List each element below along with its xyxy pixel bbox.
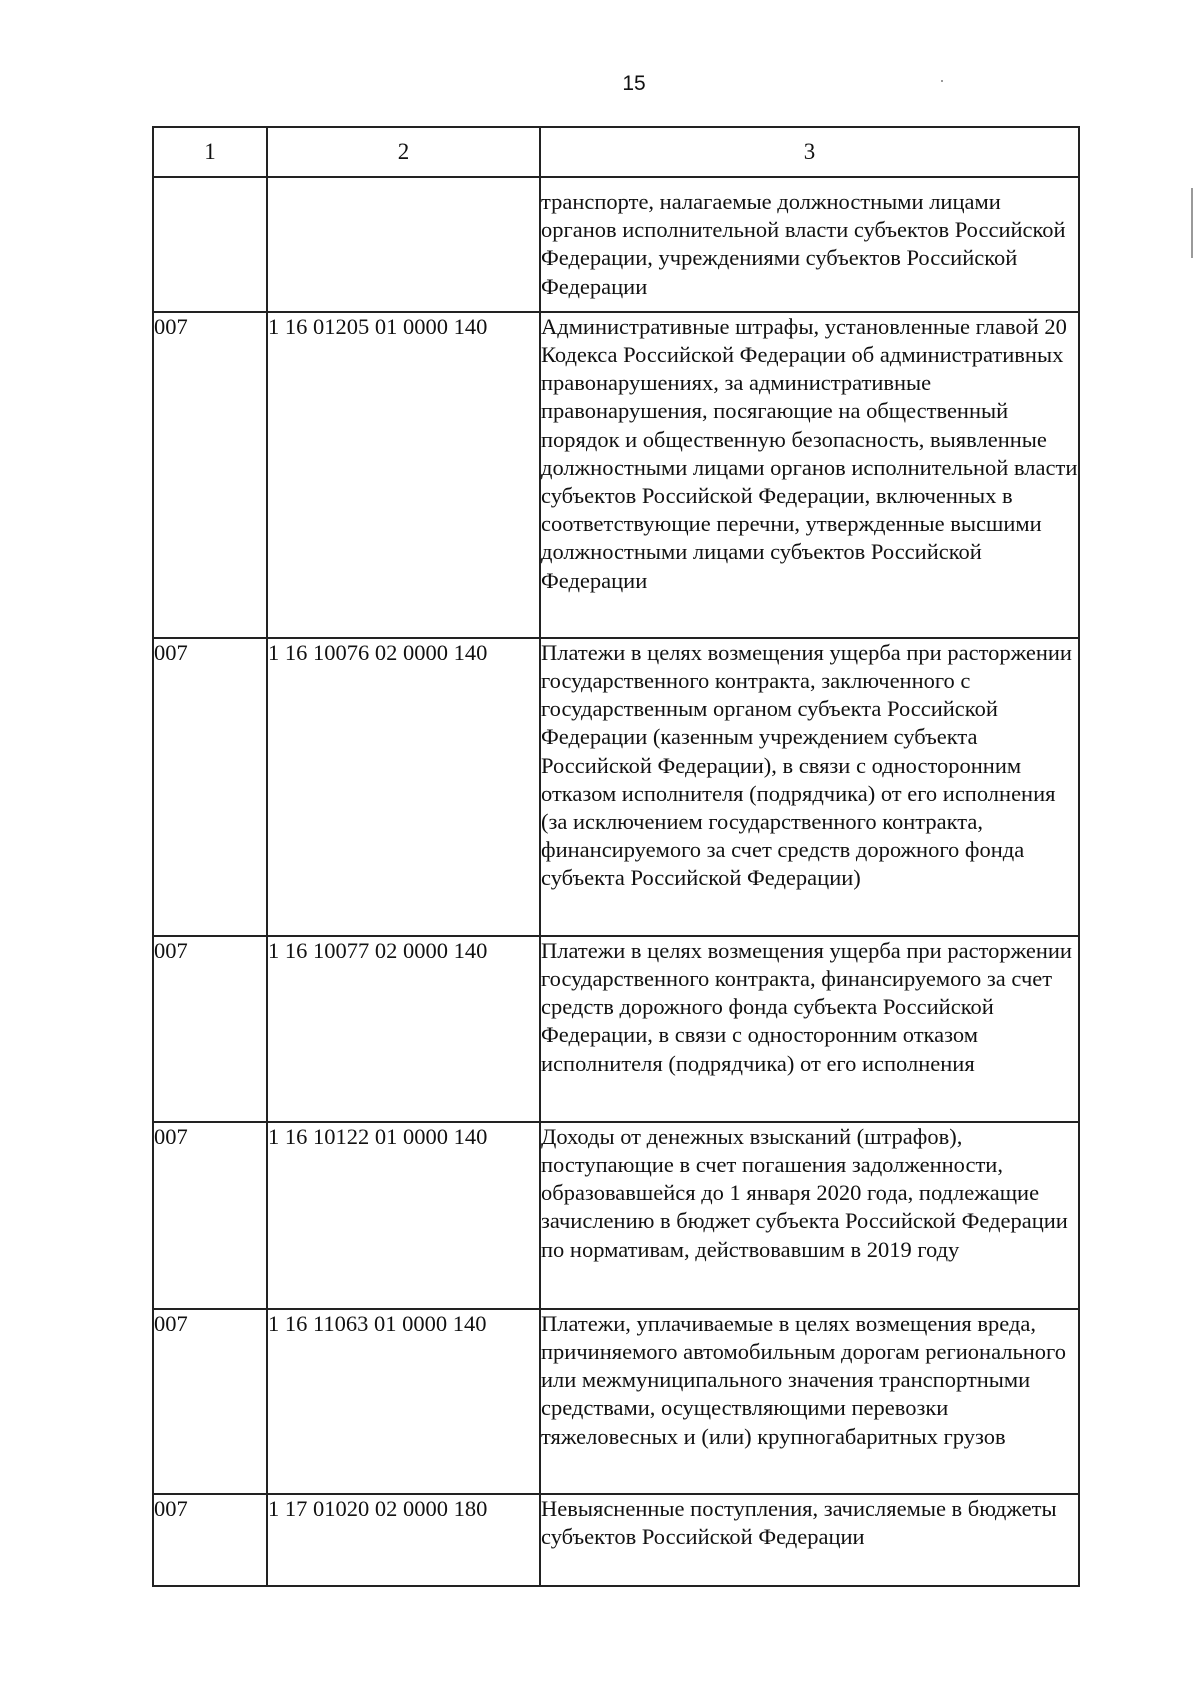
admin-code-cell: 007 bbox=[153, 1494, 267, 1586]
page-number: 15 bbox=[622, 72, 646, 95]
table-row bbox=[153, 312, 1079, 638]
kbk-code-cell: 1 16 10122 01 0000 140 bbox=[267, 1122, 540, 1309]
admin-code-cell: 007 bbox=[153, 936, 267, 1122]
column-header-2: 2 bbox=[267, 127, 540, 177]
column-header-3: 3 bbox=[540, 127, 1079, 177]
admin-code-cell: 007 bbox=[153, 1309, 267, 1494]
kbk-code-cell: 1 16 10077 02 0000 140 bbox=[267, 936, 540, 1122]
kbk-code-cell: 1 17 01020 02 0000 180 bbox=[267, 1494, 540, 1586]
description-cell: Доходы от денежных взысканий (штрафов), поступающие в счет погашения задолженности, образовавшейся до 1 января 2020 года, подлежащие зачислению в бюджет субъекта Российской Федерации по нормативам, действовавшим в 2019 году bbox=[540, 1122, 1079, 1309]
description-cell: Невыясненные поступления, зачисляемые в бюджеты субъектов Российской Федерации bbox=[540, 1494, 1079, 1586]
admin-code-cell: 007 bbox=[153, 638, 267, 936]
description-cell: Платежи в целях возмещения ущерба при расторжении государственного контракта, финансируемого за счет средств дорожного фонда субъекта Российской Федерации, в связи с односторонним отказом исполнителя (подрядчика) от его исполнения bbox=[540, 936, 1079, 1122]
table-row bbox=[153, 936, 1079, 1122]
description-cell: Административные штрафы, установленные главой 20 Кодекса Российской Федерации об административных правонарушениях, за административные правонарушения, посягающие на общественный порядок и общественную безопасность, выявленные должностными лицами органов исполнительной власти субъектов Российской Федерации, включенных в соответствующие перечни, утвержденные высшими должностными лицами субъектов Российской Федерации bbox=[540, 312, 1079, 638]
table-row bbox=[153, 1494, 1079, 1586]
kbk-code-cell: 1 16 11063 01 0000 140 bbox=[267, 1309, 540, 1494]
scan-artifact-dot bbox=[941, 80, 943, 82]
kbk-code-cell: 1 16 10076 02 0000 140 bbox=[267, 638, 540, 936]
kbk-code-cell bbox=[267, 177, 540, 312]
table-header-row bbox=[153, 127, 1079, 177]
admin-code-cell: 007 bbox=[153, 1122, 267, 1309]
table-row bbox=[153, 177, 1079, 312]
admin-code-cell: 007 bbox=[153, 312, 267, 638]
kbk-code-cell: 1 16 01205 01 0000 140 bbox=[267, 312, 540, 638]
admin-code-cell bbox=[153, 177, 267, 312]
description-cell: Платежи, уплачиваемые в целях возмещения вреда, причиняемого автомобильным дорогам регионального или межмуниципального значения транспортными средствами, осуществляющими перевозки тяжеловесных и (или) крупногабаритных грузов bbox=[540, 1309, 1079, 1494]
revenue-codes-table bbox=[152, 126, 1080, 1587]
column-header-1: 1 bbox=[153, 127, 267, 177]
table-row bbox=[153, 638, 1079, 936]
description-cell: транспорте, налагаемые должностными лицами органов исполнительной власти субъектов Российской Федерации, учреждениями субъектов Российской Федерации bbox=[540, 177, 1079, 312]
table-row bbox=[153, 1122, 1079, 1309]
table-row bbox=[153, 1309, 1079, 1494]
description-cell: Платежи в целях возмещения ущерба при расторжении государственного контракта, заключенного с государственным органом субъекта Российской Федерации (казенным учреждением субъекта Российской Федерации), в связи с односторонним отказом исполнителя (подрядчика) от его исполнения (за исключением государственного контракта, финансируемого за счет средств дорожного фонда субъекта Российской Федерации) bbox=[540, 638, 1079, 936]
scan-artifact-line bbox=[1191, 188, 1193, 258]
